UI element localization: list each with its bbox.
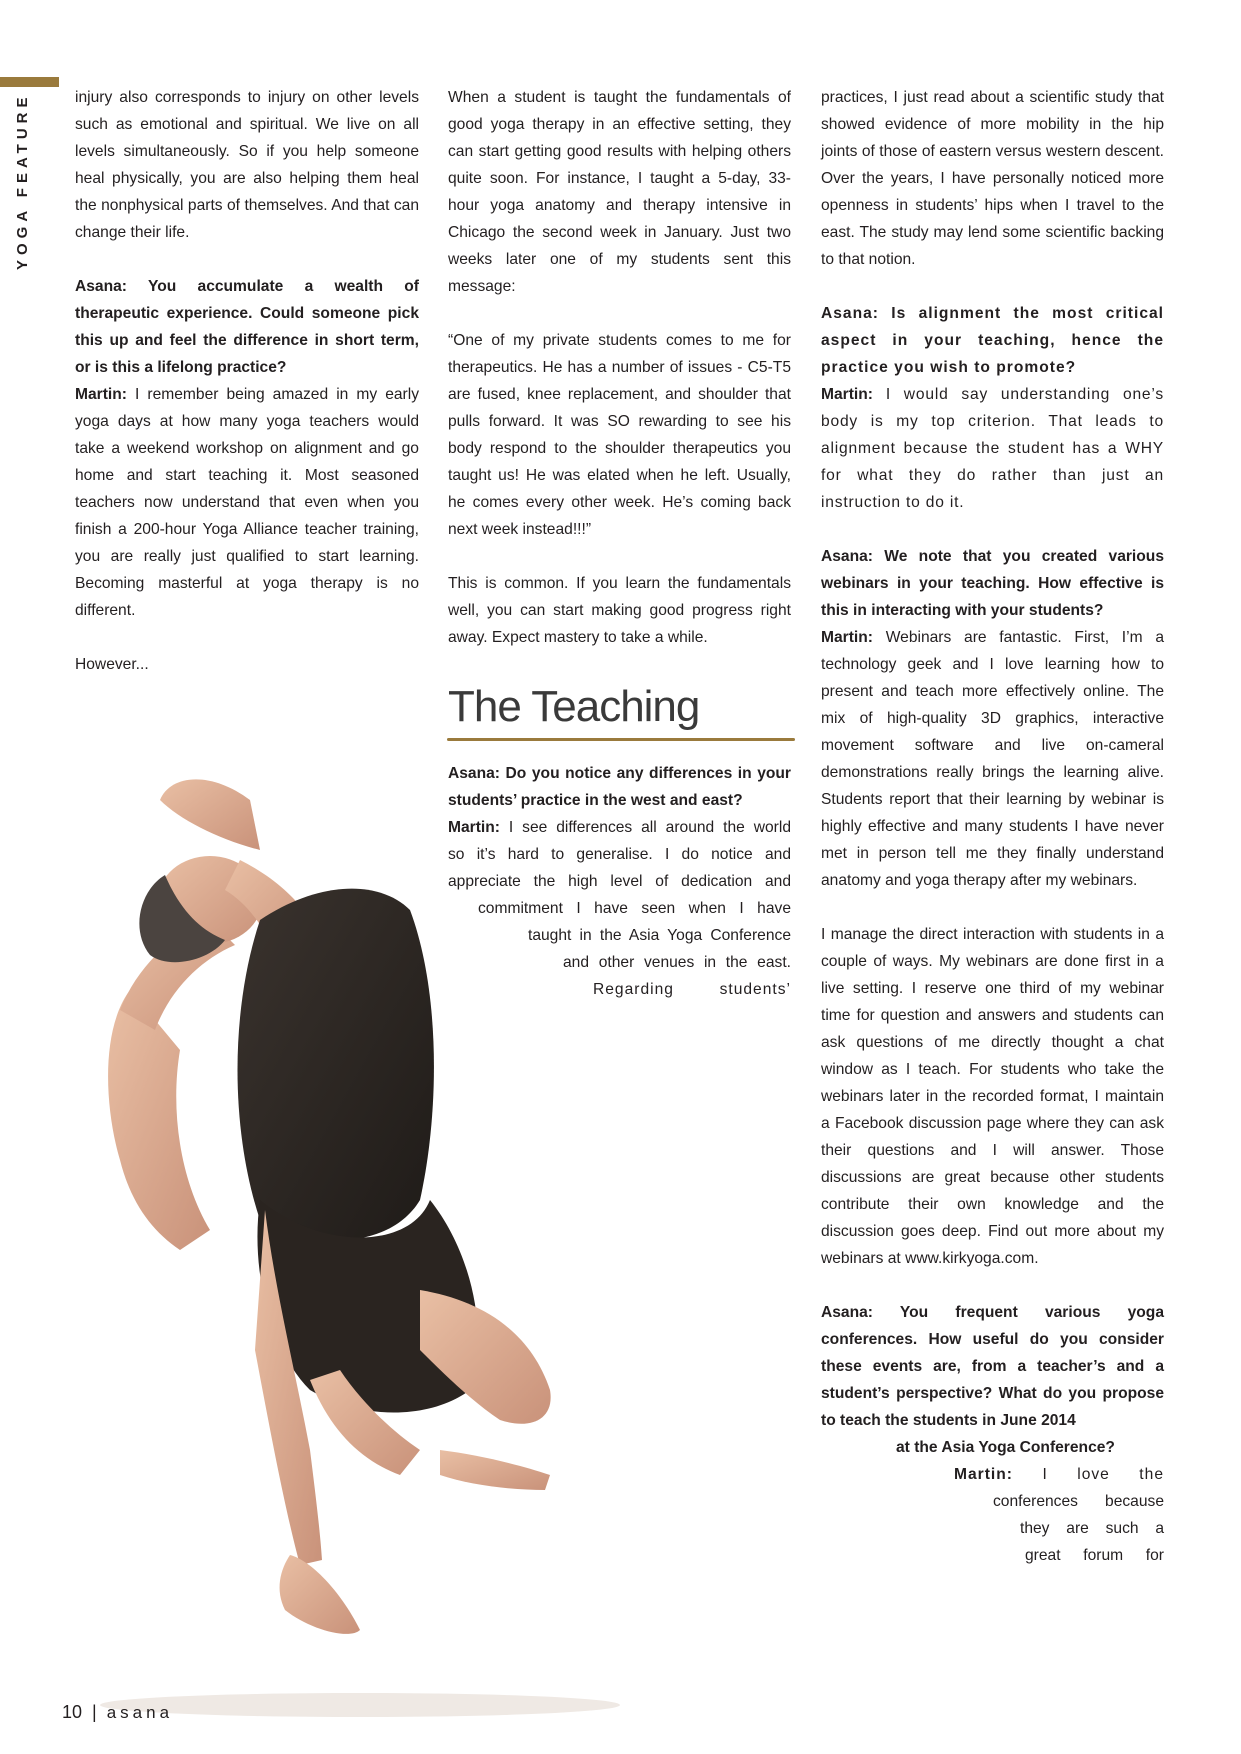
answer-text: I remember being amazed in my early yoga days at how many yoga teachers would take a weekend workshop on alignment and go home and start teaching it. Most seasoned teachers now understand that even when you finish a 200-hour Yoga Alliance teacher training, you are really just qualified to start learning. Becoming masterful at yoga therapy is no different. <box>75 386 419 619</box>
answer-speaker: Martin: <box>448 819 500 836</box>
section-heading: The Teaching <box>448 682 700 731</box>
answer-line: conferences because <box>993 1493 1164 1510</box>
section-label: YOGA FEATURE <box>14 92 31 270</box>
answer-line: I see differences all around the world <box>499 819 791 836</box>
page-footer <box>62 1702 173 1723</box>
column-3 <box>821 84 1164 1569</box>
magazine-name: asana <box>106 1703 174 1722</box>
paragraph: When a student is taught the fundamentals of good yoga therapy in an effective setting, they can start getting good results with helping others quite soon. For instance, I taught a 5-day, 33-hour yoga anatomy and therapy intensive in Chicago the second week in January. Just two weeks later one of my students sent this message: <box>448 89 791 295</box>
answer-speaker: Martin: <box>954 1466 1013 1483</box>
question <box>448 760 791 814</box>
answer-speaker: Martin: <box>821 386 873 403</box>
answer-line: I love the <box>1012 1466 1164 1483</box>
student-quote: “One of my private students comes to me for therapeutics. He has a number of issues - C5-T5 are fused, knee replacement, and shoulder that pulls forward. It was SO rewarding to see his body respond to the shoulder therapeutics you taught us! He was elated when he left. Usually, he comes every other week. He’s coming back next week instead!!!” <box>448 332 791 538</box>
paragraph: This is common. If you learn the fundamentals well, you can start making good progress right away. Expect mastery to take a while. <box>448 575 791 646</box>
answer-line: so it’s hard to generalise. I do notice and <box>448 846 791 863</box>
question-text: Asana: You accumulate a wealth of therapeutic experience. Could someone pick this up and feel the difference in short term, or is this a lifelong practice? <box>75 278 419 376</box>
answer-line: Regarding students’ <box>593 981 791 998</box>
paragraph: injury also corresponds to injury on other levels such as emotional and spiritual. We live on all levels simultaneously. So if you help someone heal physically, you are also helping them heal the nonphysical parts of themselves. And that can change their life. <box>75 89 419 241</box>
column-2 <box>448 84 791 651</box>
paragraph: practices, I just read about a scientific study that showed evidence of more mobility in the hip joints of those of eastern versus western descent. Over the years, I have personally noticed more openness in students’ hips when I travel to the east. The study may lend some scientific backing to that notion. <box>821 89 1164 268</box>
question <box>821 300 1164 516</box>
answer-line: taught in the Asia Yoga Conference <box>528 927 791 944</box>
question-text: Asana: Is alignment the most critical aspect in your teaching, hence the practice you wish to promote? <box>821 305 1164 376</box>
footer-separator: | <box>92 1702 97 1722</box>
question-text: at the Asia Yoga Conference? <box>896 1439 1115 1456</box>
answer-line: commitment I have seen when I have <box>478 900 791 917</box>
answer-text: I would say understanding one’s body is my top criterion. That leads to alignment because the student has a WHY for what they do rather than just an instruction to do it. <box>821 386 1164 511</box>
answer-speaker: Martin: <box>75 386 127 403</box>
question-block <box>821 1299 1164 1569</box>
answer <box>448 814 791 1003</box>
answer-line: and other venues in the east. <box>563 954 791 971</box>
answer-line: appreciate the high level of dedication and <box>448 873 791 890</box>
answer-line: great forum for <box>1025 1547 1164 1564</box>
question-text: Asana: You frequent various yoga conferences. How useful do you consider these events are, from a teacher’s and a student’s perspective? What do you propose to teach the students in June 2014 <box>821 1304 1164 1429</box>
question <box>821 543 1164 894</box>
column-2-qa <box>448 760 791 1003</box>
heading-underline <box>447 738 795 741</box>
question-text: Asana: Do you notice any differences in your students’ practice in the west and east? <box>448 765 791 809</box>
question <box>75 273 419 624</box>
answer-line: they are such a <box>1020 1520 1164 1537</box>
question-text: Asana: We note that you created various webinars in your teaching. How effective is this in interacting with your students? <box>821 548 1164 619</box>
page-number: 10 <box>62 1702 83 1722</box>
paragraph: However... <box>75 656 149 673</box>
answer-speaker: Martin: <box>821 629 873 646</box>
answer-text: Webinars are fantastic. First, I’m a technology geek and I love learning how to present and teach more effectively online. The mix of high-quality 3D graphics, interactive movement software and live on-cameral demonstrations really brings the learning alive. Students report that their learning by webinar is highly effective and many students I have never met in person tell me they finally understand anatomy and yoga therapy after my webinars. <box>821 629 1164 889</box>
column-1 <box>75 84 419 678</box>
paragraph: I manage the direct interaction with students in a couple of ways. My webinars are done first in a live setting. I reserve one third of my webinar time for question and answers and students can ask questions of me directly thought a chat window as I teach. For students who take the webinars later in the recorded format, I maintain a Facebook discussion page where they can ask their questions and I will answer. Those discussions are great because other students contribute their own knowledge and the discussion goes deep. Find out more about my webinars at www.kirkyoga.com. <box>821 926 1164 1267</box>
